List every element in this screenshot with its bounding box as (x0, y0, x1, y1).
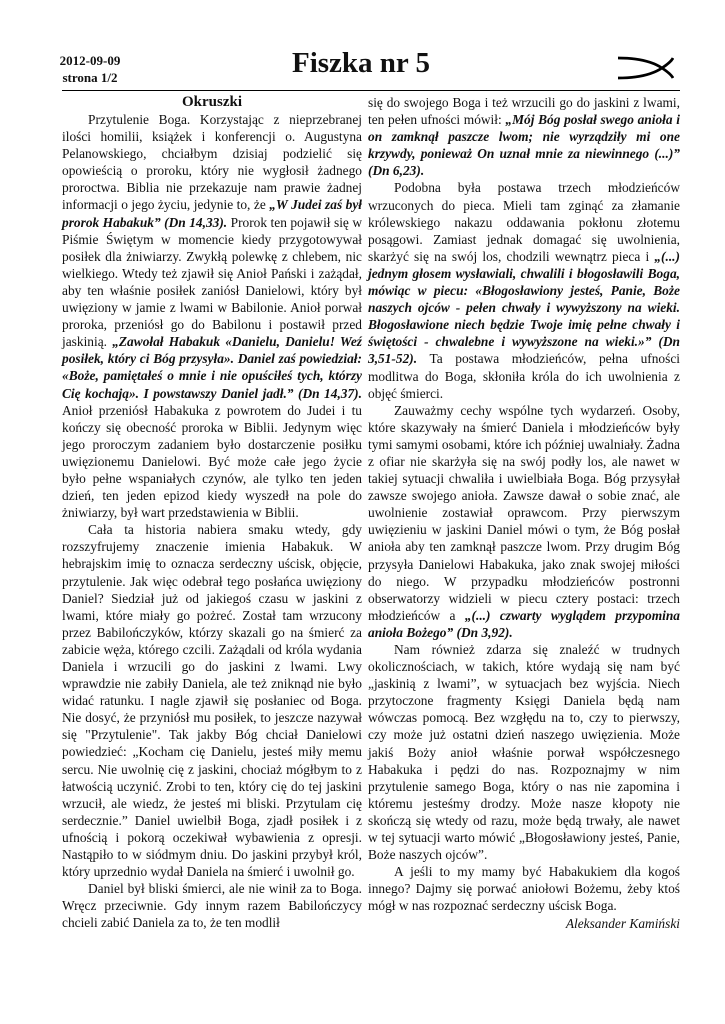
text-run: Anioł przeniósł Habakuka z powrotem do Judei i tu kończy się obecność proroka w Biblii. Jedynym więc jego proroczym zadaniem było dostarczenie posiłku uwięzionemu Danielowi. Być może całe jego życie było pełne wspaniałych czynów, ale tylko ten jeden dzień, ten jeden epizod kiedy wyszedł na pole do żniwiarzy, był wart przedstawienia w Biblii. (62, 402, 362, 521)
paragraph: A jeśli to my mamy być Habakukiem dla kogoś innego? Dajmy się porwać aniołowi Bożemu, żeby ktoś mógł w nas rozpoznać serdeczny uścisk Boga. (368, 864, 680, 914)
bible-quote: „(...) czwarty wyglądem przypomina anioła Bożego” (Dn 3,92). (368, 607, 680, 640)
text-run: Przytulenie Boga. Korzystając z nieprzebranej ilości homilii, książek i konferencji o. Augustyna Pelanowskiego, chciałbym dzisiaj podzielić się opowieścią o proroku, który nie wygłosił żadnego proroctwa. Biblia nie przekazuje nam prawie żadnej informacji o jego życiu, jedynie to, że (62, 112, 362, 213)
date-block (40, 52, 140, 86)
page-title: Fiszka nr 5 (292, 47, 431, 79)
bible-quote: „Zawołał Habakuk «Danielu, Danielu! Weź posiłek, który ci Bóg przysyła». Daniel zaś powiedział: «Boże, pamiętałeś o mnie i nie opuściłeś tych, którzy Cię kochają». I powstawszy Daniel jadł.” (Dn 14,37). (62, 334, 362, 401)
author-signature: Aleksander Kamiński (565, 915, 680, 931)
text-run: Podobna była postawa trzech młodzieńców wrzuconych do pieca. Mieli tam zginąć za złamanie królewskiego nakazu oddawania pokłonu złotemu posągowi. Zamiast jednak domagać się uwolnienia, skarżyć się na swój los, chodzili wewnątrz pieca i (368, 180, 680, 264)
ichthys-fish-icon (616, 56, 674, 80)
article-left-column (62, 94, 362, 932)
bible-quote: „(...) jednym głosem wysławiali, chwalili i błogosławili Boga, mówiąc w piecu: «Błogosławiony jesteś, Panie, Boże naszych ojców - pełen chwały i wywyższony na wieki. Błogosławione niech będzie Twoje imię pełne chwały i świętości - chwalebne i wywyższone na wieki.»” (Dn 3,51-52). (368, 248, 680, 367)
paragraph: Daniel był bliski śmierci, ale nie winił za to Boga. Wręcz przeciwnie. Gdy innym razem Babilończycy chcieli zabić Daniela za to, że ten modlił (62, 881, 362, 931)
paragraph: Nam również zdarza się znaleźć w trudnych okolicznościach, w takich, które wydają się nam być „jaskinią z lwami”, w sytuacjach bez wyjścia. Niech przytoczone fragmenty Księgi Daniela będą nam wówczas pomocą. Bez wzgłędu na to, czy to pierwszy, czy może już ostatni dzień naszego uwięzienia. Może jakiś Boży anioł właśnie porwał współczesnego Habakuka i pędzi do nas. Rozpoznajmy w nim przytulenie samego Boga, który o nas nie zapomina i któremu jesteśmy drodzy. Może nasze kłopoty nie skończą się wtedy od razu, może będą trwały, ale nawet w tej sytuacji warto mówić „Błogosławiony jesteś, Panie, Boże naszych ojców”. (368, 642, 680, 863)
paragraph: Cała ta historia nabiera smaku wtedy, gdy rozszyfrujemy znaczenie imienia Habakuk. W hebrajskim imię to oznacza serdeczny uścisk, objęcie, przytulenie. Jak więc odebrał tego posłańca uwięziony Daniel? Siedział już od jakiegoś czasu w jaskini z lwami, które miały go pożreć. Został tam wrzucony przez Babilończyków, którzy skazali go na śmierć za zabicie węża, którego czcili. Zażądali od króla wydania Daniela i wrzucili go do jaskini z lwami. Lwy wprawdzie nie zabiły Daniela, ale też zniknąd nie było widać ratunku. I nagle zjawił się posłaniec od Boga. Nie dosyć, że przyniósł mu posiłek, to jeszcze nazywał się "Przytulenie". Tak jakby Bóg chciał Danielowi powiedzieć: „Kocham cię Danielu, jesteś miły memu sercu. Nie uwolnię cię z jaskini, chociaż mógłbym to z łatwością uczynić. Zrobi to ten, który cię do tej jaskini wrzucił, ale wiedz, że jesteś mi bliski. Przytulam cię serdecznie.” Daniel uwielbił Boga, zjadł posiłek i z ufnością i pokorą oczekiwał wybawienia z opresji. Nastąpiło to w siódmym dniu. Do jaskini przybył król, który uprzednio wydał Daniela na śmierć i uwolnił go. (62, 522, 362, 880)
issue-date: 2012-09-09 (59, 53, 121, 68)
text-run: Prorok ten pojawił się w Piśmie Świętym w momencie kiedy przygotowywał posiłek dla żniwiarzy. Zwykłą polewkę z chlebem, nic wielkiego. Wtedy też zjawił się Anioł Pański i zażądał, aby ten właśnie posiłek zaniósł Danielowi, który był uwięziony w jamie z lwami w Babilonie. Anioł porwał proroka, przeniósł go do Babilonu i postawił przed jaskinią. (62, 214, 363, 350)
paragraph (368, 402, 680, 641)
paragraph (368, 94, 680, 179)
paragraph (368, 179, 680, 401)
paragraph (62, 111, 362, 521)
text-run: Ta postawa młodzieńców, pełna ufności modlitwa do Boga, skłoniła króla do ich uwolnienia z objęć śmierci. (368, 351, 680, 401)
bible-quote: „Mój Bóg posłał swego anioła i on zamknął paszcze lwom; nie wyrządziły mi one krzywdy, ponieważ On uznał mnie za niewinnego (...)” (Dn 6,23). (368, 112, 680, 179)
article-right-column (368, 94, 680, 932)
bible-quote: „W Judei zaś był prorok Habakuk” (Dn 14,33). (62, 197, 362, 230)
article-heading: Okruszki (181, 94, 242, 110)
text-run: się do swojego Boga i też wrzucili go do jaskini z lwami, ten pełen ufności mówił: (368, 95, 680, 128)
page-number: strona 1/2 (62, 70, 118, 85)
text-run: Zauważmy cechy wspólne tych wydarzeń. Osoby, które skazywały na śmierć Daniela i młodzieńców były tymi samymi osobami, które ich później uwalniały. Żadna z ofiar nie skarżyła się na swój podły los, ale nawet w takiej sytuacji chwaliła i uwielbiała Boga. Bóg przysyłał zawsze swojego anioła. Zawsze dawał o sobie znać, ale uwolnienie zostawiał oprawcom. Przy pierwszym uwięzieniu w jaskini Daniel mówi o tym, że Bóg posłał anioła aby ten zamknął paszcze lwom. Przy drugim Bóg przysyła Danielowi Habakuka, jako znak swojej miłości do niego. W przypadku młodzieńców postronni obserwatorzy widzieli w piecu cztery postaci: trzech młodzieńców a (368, 402, 680, 623)
page-header (0, 0, 725, 96)
header-divider (62, 90, 680, 91)
